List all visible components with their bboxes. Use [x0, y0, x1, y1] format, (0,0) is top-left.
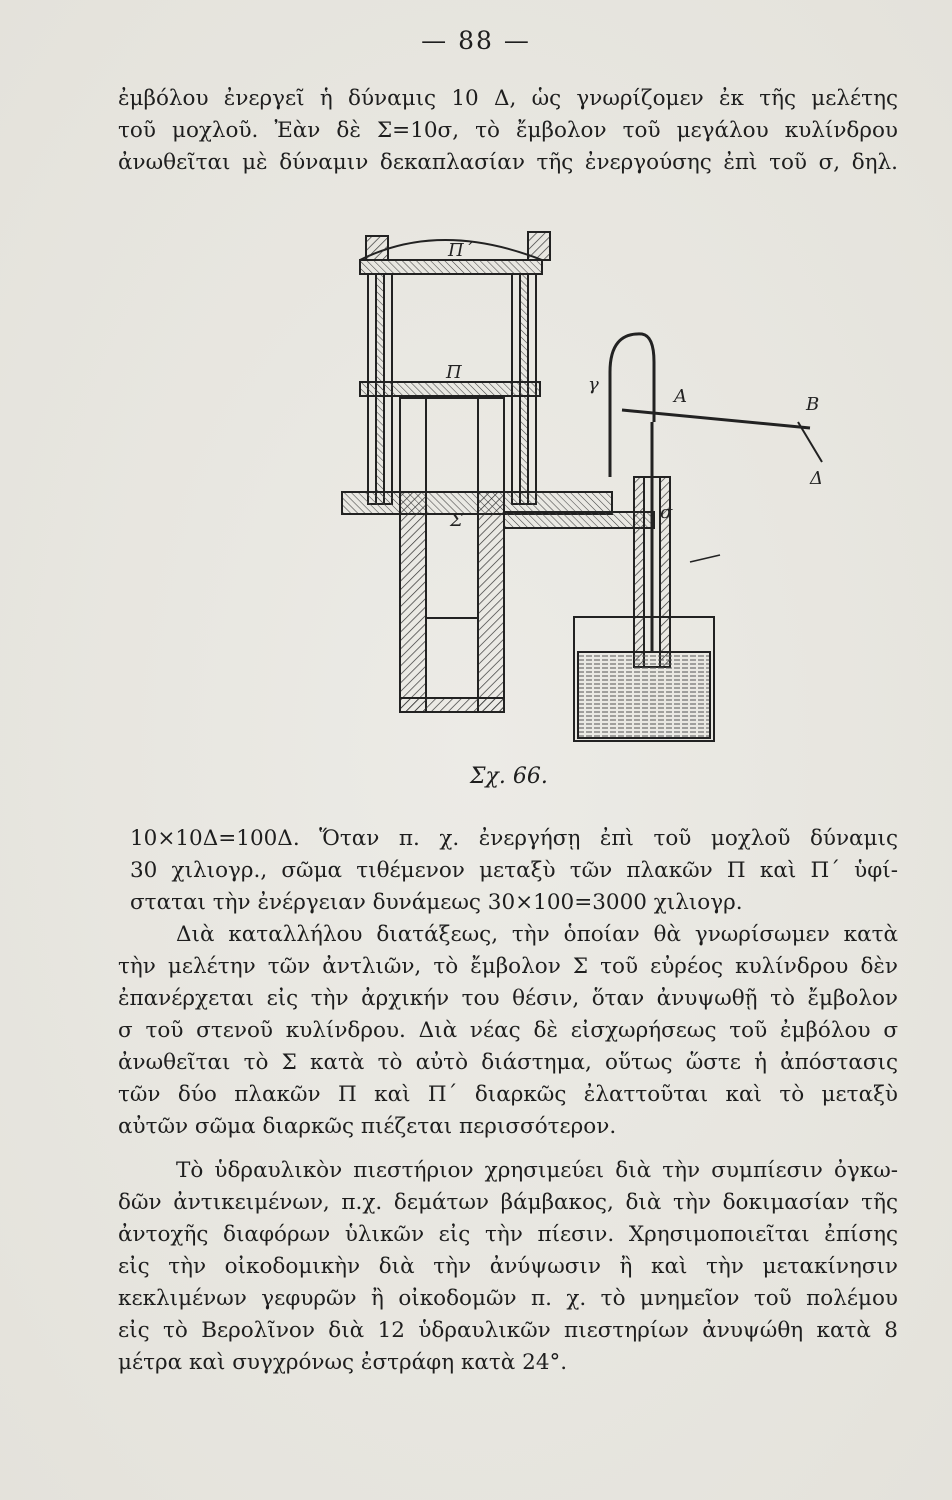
page-number: — 88 —	[421, 26, 531, 55]
figure-caption: Σχ. 66.	[470, 764, 548, 789]
hydraulic-press-figure	[250, 222, 850, 762]
text-line: κεκλιμένων γεφυρῶν ἢ οἰκοδομῶν π. χ. τὸ μνημεῖον τοῦ πολέμου	[118, 1286, 898, 1311]
text-line: τῶν δύο πλακῶν Π καὶ Π΄ διαρκῶς ἐλαττοῦται καὶ τὸ μεταξὺ	[118, 1082, 898, 1107]
text-line: Τὸ ὑδραυλικὸν πιεστήριον χρησιμεύει διὰ τὴν συμπίεσιν ὀγκω-	[176, 1158, 898, 1183]
text-line: 30 χιλιογρ., σῶμα τιθέμενον μεταξὺ τῶν πλακῶν Π καὶ Π΄ ὑφί-	[130, 858, 898, 883]
text-line: εἰς τὸ Βερολῖνον διὰ 12 ὑδραυλικῶν πιεστηρίων ἀνυψώθη κατὰ 8	[118, 1318, 898, 1343]
label-lever-a: A	[674, 386, 687, 407]
label-small-piston: σ	[660, 502, 673, 523]
label-lever-b: B	[806, 394, 820, 415]
text-line: τοῦ μοχλοῦ. Ἐὰν δὲ Σ=10σ, τὸ ἔμβολον τοῦ μεγάλου κυλίνδρου	[118, 118, 898, 143]
label-big-piston: Σ	[450, 510, 463, 531]
text-line: αὐτῶν σῶμα διαρκῶς πιέζεται περισσότερον.	[118, 1114, 617, 1139]
text-line: ἐμβόλου ἐνεργεῖ ἡ δύναμις 10 Δ, ὡς γνωρίζομεν ἐκ τῆς μελέτης	[118, 86, 898, 111]
text-line: Διὰ καταλλήλου διατάξεως, τὴν ὁποίαν θὰ γνωρίσωμεν κατὰ	[176, 922, 898, 947]
label-gamma: γ	[588, 374, 599, 395]
hydraulic-press-drawing	[250, 222, 850, 762]
label-top-plate: Π΄	[448, 240, 473, 261]
text-line: ἐπανέρχεται εἰς τὴν ἀρχικήν του θέσιν, ὅταν ἀνυψωθῇ τὸ ἔμβολον	[118, 986, 898, 1011]
label-force: Δ	[810, 468, 823, 489]
label-lower-plate: Π	[446, 362, 462, 383]
text-line: 10×10Δ=100Δ. Ὅταν π. χ. ἐνεργήσῃ ἐπὶ τοῦ μοχλοῦ δύναμις	[130, 826, 898, 851]
text-line: δῶν ἀντικειμένων, π.χ. δεμάτων βάμβακος, διὰ τὴν δοκιμασίαν τῆς	[118, 1190, 898, 1215]
text-line: ἀνωθεῖται τὸ Σ κατὰ τὸ αὐτὸ διάστημα, οὕτως ὥστε ἡ ἀπόστασις	[118, 1050, 898, 1075]
text-line: ἀνωθεῖται μὲ δύναμιν δεκαπλασίαν τῆς ἐνεργούσης ἐπὶ τοῦ σ, δηλ.	[118, 150, 898, 175]
text-line: εἰς τὴν οἰκοδομικὴν διὰ τὴν ἀνύψωσιν ἢ καὶ τὴν μετακίνησιν	[118, 1254, 898, 1279]
text-line: σ τοῦ στενοῦ κυλίνδρου. Διὰ νέας δὲ εἰσχωρήσεως τοῦ ἐμβόλου σ	[118, 1018, 898, 1043]
text-line: μέτρα καὶ συγχρόνως ἐστράφη κατὰ 24°.	[118, 1350, 568, 1375]
text-line: ἀντοχῆς διαφόρων ὑλικῶν εἰς τὴν πίεσιν. Χρησιμοποιεῖται ἐπίσης	[118, 1222, 898, 1247]
text-line: τὴν μελέτην τῶν ἀντλιῶν, τὸ ἔμβολον Σ τοῦ εὐρέος κυλίνδρου δὲν	[118, 954, 898, 979]
text-line: σταται τὴν ἐνέργειαν δυνάμεως 30×100=3000 χιλιογρ.	[130, 890, 743, 915]
